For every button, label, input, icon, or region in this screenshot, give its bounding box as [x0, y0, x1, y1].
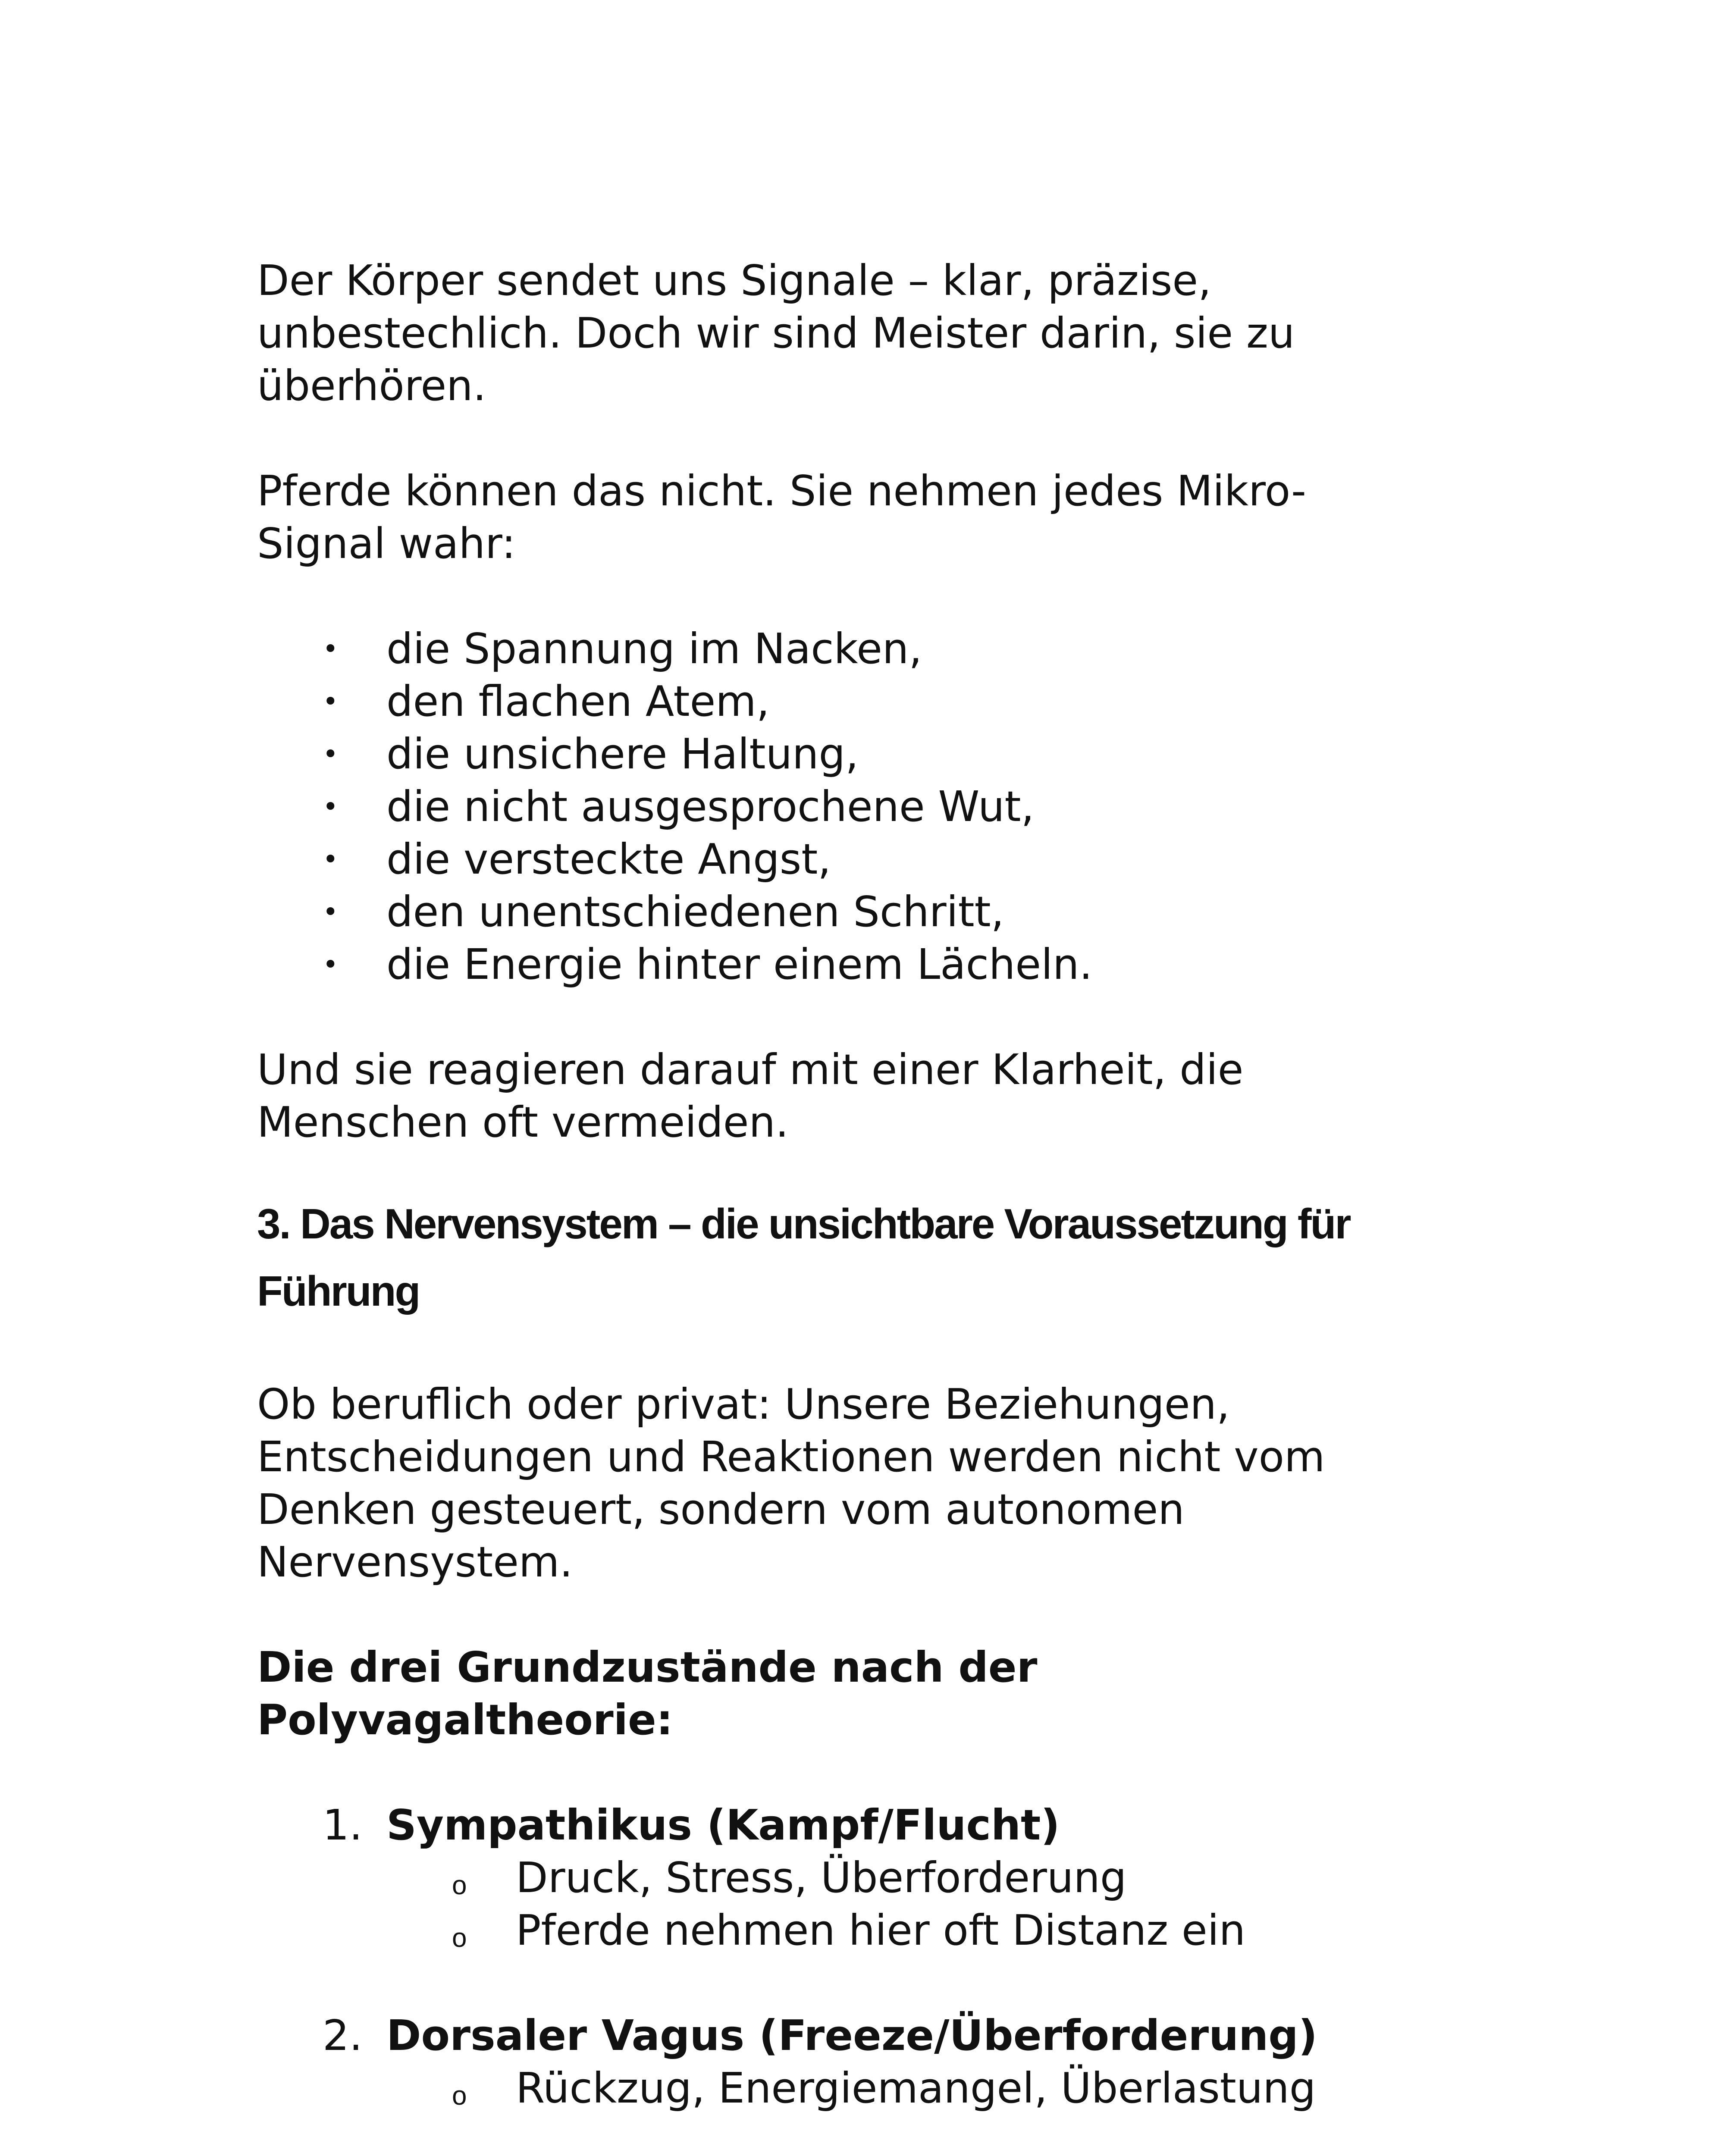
heading-line: 3. Das Nervensystem – die unsichtbare Voraussetzung für	[257, 1200, 1350, 1247]
heading-line: Führung	[257, 1267, 420, 1315]
paragraph-body-signals	[257, 254, 1508, 412]
list-item: • den unentschiedenen Schritt,	[257, 886, 1508, 938]
text-line: überhören.	[257, 361, 486, 410]
bullet-icon: •	[323, 738, 339, 770]
list-item: • die versteckte Angst,	[257, 833, 1508, 886]
state-sub-list	[257, 1852, 1508, 1957]
text-line: unbestechlich. Doch wir sind Meister darin, sie zu	[257, 309, 1295, 357]
state-sub-list	[257, 2062, 1508, 2115]
list-item: • die unsichere Haltung,	[257, 728, 1508, 780]
circle-bullet-icon: o	[452, 1923, 467, 1953]
bullet-icon: •	[323, 633, 339, 664]
text-line: Menschen oft vermeiden.	[257, 1098, 789, 1147]
sub-list-item: o Rückzug, Energiemangel, Überlastung	[257, 2062, 1508, 2115]
bullet-icon: •	[323, 843, 339, 875]
text-line: Signal wahr:	[257, 519, 516, 568]
text-line: Entscheidungen und Reaktionen werden nicht vom	[257, 1432, 1325, 1481]
list-item: • die Spannung im Nacken,	[257, 623, 1508, 675]
page-content	[257, 254, 1508, 2156]
paragraph-horses-micro-signals	[257, 465, 1508, 570]
bullet-icon: •	[323, 686, 339, 717]
state-title: 2. Dorsaler Vagus (Freeze/Überforderung)	[257, 2009, 1508, 2062]
section-heading-nervous-system	[257, 1190, 1508, 1325]
text-line: Pferde können das nicht. Sie nehmen jedes Mikro-	[257, 467, 1307, 515]
heading-line: Die drei Grundzustände nach der	[257, 1643, 1038, 1692]
list-item: • die Energie hinter einem Lächeln.	[257, 938, 1508, 991]
circle-bullet-icon: o	[452, 1871, 467, 1900]
paragraph-horses-react	[257, 1044, 1508, 1149]
state-item-dorsaler-vagus	[257, 2009, 1508, 2115]
text-line: Und sie reagieren darauf mit einer Klarheit, die	[257, 1045, 1244, 1094]
text-line: Ob beruflich oder privat: Unsere Beziehungen,	[257, 1380, 1230, 1429]
bullet-icon: •	[323, 896, 339, 928]
paragraph-autonomic-nervous-system	[257, 1378, 1508, 1589]
list-item: • den flachen Atem,	[257, 675, 1508, 728]
list-number: 1.	[323, 1801, 363, 1849]
circle-bullet-icon: o	[452, 2081, 467, 2111]
signal-bullet-list	[257, 623, 1508, 991]
text-line: Nervensystem.	[257, 1538, 573, 1586]
state-title: 1. Sympathikus (Kampf/Flucht)	[257, 1799, 1508, 1852]
list-item: • die nicht ausgesprochene Wut,	[257, 780, 1508, 833]
sub-list-item: o Pferde nehmen hier oft Distanz ein	[257, 1904, 1508, 1957]
heading-line: Polyvagaltheorie:	[257, 1695, 673, 1744]
bullet-icon: •	[323, 949, 339, 980]
text-line: Der Körper sendet uns Signale – klar, präzise,	[257, 256, 1211, 305]
bullet-icon: •	[323, 791, 339, 822]
list-number: 2.	[323, 2011, 363, 2060]
sub-list-item: o Druck, Stress, Überforderung	[257, 1852, 1508, 1904]
state-item-sympathikus	[257, 1799, 1508, 1957]
subheading-polyvagal-states	[257, 1641, 1508, 1746]
text-line: Denken gesteuert, sondern vom autonomen	[257, 1485, 1185, 1534]
